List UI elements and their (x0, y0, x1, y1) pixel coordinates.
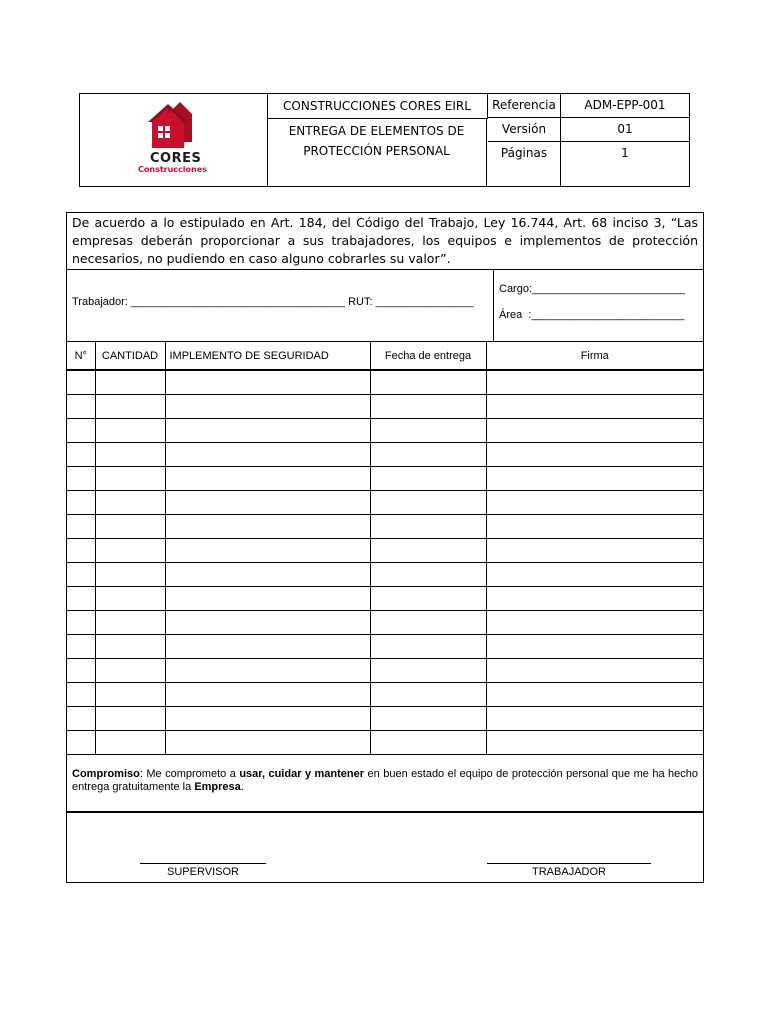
commitment-text-1: : Me comprometo a (139, 768, 240, 780)
cell-signature[interactable] (486, 611, 703, 635)
cell-implement[interactable] (165, 731, 370, 755)
cell-delivery-date[interactable] (370, 467, 486, 491)
table-row (67, 443, 703, 467)
col-number: N° (67, 342, 95, 370)
logo-name: CORES (150, 151, 202, 166)
cell-delivery-date[interactable] (370, 539, 486, 563)
cell-implement[interactable] (165, 611, 370, 635)
cell-signature[interactable] (486, 587, 703, 611)
cell-delivery-date[interactable] (370, 563, 486, 587)
cell-delivery-date[interactable] (370, 707, 486, 731)
commitment-text-2: en buen estado el equipo de protección personal que me ha hecho entrega gratuitamente la (72, 768, 698, 793)
cell-implement[interactable] (165, 683, 370, 707)
commitment-bold-2: Empresa (194, 781, 241, 793)
cell-signature[interactable] (486, 539, 703, 563)
cell-quantity[interactable] (95, 419, 165, 443)
document-title (267, 119, 487, 186)
cell-number[interactable] (67, 563, 95, 587)
cell-signature[interactable] (486, 395, 703, 419)
worker-field[interactable] (67, 270, 494, 342)
delivery-table (67, 342, 703, 755)
cell-number[interactable] (67, 587, 95, 611)
cell-implement[interactable] (165, 515, 370, 539)
cell-quantity[interactable] (95, 683, 165, 707)
cell-signature[interactable] (486, 419, 703, 443)
cell-signature[interactable] (486, 563, 703, 587)
table-header-row (67, 342, 703, 370)
cell-delivery-date[interactable] (370, 395, 486, 419)
cell-signature[interactable] (486, 370, 703, 395)
cell-number[interactable] (67, 539, 95, 563)
table-row (67, 587, 703, 611)
commitment-statement (67, 755, 703, 813)
cell-implement[interactable] (165, 707, 370, 731)
cell-number[interactable] (67, 419, 95, 443)
cell-quantity[interactable] (95, 467, 165, 491)
cell-delivery-date[interactable] (370, 635, 486, 659)
table-row (67, 395, 703, 419)
col-delivery-date: Fecha de entrega (370, 342, 486, 370)
table-row (67, 683, 703, 707)
cell-implement[interactable] (165, 419, 370, 443)
commitment-text-3: . (240, 781, 244, 793)
area-field[interactable]: Área :_________________________ (499, 309, 685, 321)
cell-number[interactable] (67, 395, 95, 419)
table-row (67, 611, 703, 635)
cell-quantity[interactable] (95, 635, 165, 659)
cell-number[interactable] (67, 683, 95, 707)
document-header (79, 93, 690, 187)
cell-quantity[interactable] (95, 515, 165, 539)
cell-delivery-date[interactable] (370, 731, 486, 755)
cell-quantity[interactable] (95, 707, 165, 731)
cell-quantity[interactable] (95, 395, 165, 419)
version-label: Versión (488, 118, 561, 142)
reference-label: Referencia (488, 94, 561, 118)
cell-quantity[interactable] (95, 563, 165, 587)
cell-signature[interactable] (486, 467, 703, 491)
table-row (67, 707, 703, 731)
cell-number[interactable] (67, 515, 95, 539)
cell-implement[interactable] (165, 539, 370, 563)
worker-rut-line: Trabajador: ___________________________________ RUT: ________________ (72, 296, 474, 308)
cell-delivery-date[interactable] (370, 419, 486, 443)
cell-implement[interactable] (165, 659, 370, 683)
house-logo-icon (142, 98, 202, 158)
cell-signature[interactable] (486, 443, 703, 467)
table-body (67, 370, 703, 755)
cell-number[interactable] (67, 443, 95, 467)
cell-quantity[interactable] (95, 587, 165, 611)
cell-signature[interactable] (486, 659, 703, 683)
supervisor-label: SUPERVISOR (167, 866, 239, 878)
cell-number[interactable] (67, 731, 95, 755)
table-row (67, 467, 703, 491)
cell-signature[interactable] (486, 515, 703, 539)
cell-quantity[interactable] (95, 370, 165, 395)
commitment-bold-1: usar, cuidar y mantener (239, 768, 365, 780)
company-name: CONSTRUCCIONES CORES EIRL (267, 94, 488, 119)
cell-implement[interactable] (165, 370, 370, 395)
cell-delivery-date[interactable] (370, 659, 486, 683)
cargo-field[interactable]: Cargo:_________________________ (499, 283, 685, 295)
cell-delivery-date[interactable] (370, 683, 486, 707)
table-row (67, 370, 703, 395)
supervisor-signature[interactable] (140, 863, 266, 878)
cell-delivery-date[interactable] (370, 370, 486, 395)
cell-delivery-date[interactable] (370, 443, 486, 467)
cell-delivery-date[interactable] (370, 515, 486, 539)
cell-quantity[interactable] (95, 611, 165, 635)
cell-implement[interactable] (165, 395, 370, 419)
cell-number[interactable] (67, 707, 95, 731)
cell-signature[interactable] (486, 707, 703, 731)
cell-quantity[interactable] (95, 731, 165, 755)
col-implement: IMPLEMENTO DE SEGURIDAD (165, 342, 370, 370)
table-row (67, 635, 703, 659)
cargo-area-box (494, 270, 703, 342)
cell-signature[interactable] (486, 683, 703, 707)
cell-signature[interactable] (486, 731, 703, 755)
cell-implement[interactable] (165, 563, 370, 587)
cell-delivery-date[interactable] (370, 491, 486, 515)
cell-quantity[interactable] (95, 443, 165, 467)
worker-label: TRABAJADOR (532, 866, 606, 878)
cell-number[interactable] (67, 491, 95, 515)
epp-delivery-form (66, 212, 704, 883)
logo-cell (80, 94, 268, 186)
cell-implement[interactable] (165, 443, 370, 467)
version-value: 01 (561, 118, 689, 142)
worker-signature-line (487, 863, 651, 864)
document-title-line1: ENTREGA DE ELEMENTOS DE (288, 124, 465, 138)
col-signature: Firma (486, 342, 703, 370)
legal-intro: De acuerdo a lo estipulado en Art. 184, del Código del Trabajo, Ley 16.744, Art. 68 inciso 3, “Las empresas deberán proporcionar a sus trabajadores, los equipos e implementos de protección necesarios, no pudiendo en caso alguno cobrarles su valor”. (67, 213, 703, 270)
cell-implement[interactable] (165, 635, 370, 659)
cell-signature[interactable] (486, 635, 703, 659)
commitment-label: Compromiso (72, 768, 140, 780)
cell-quantity[interactable] (95, 491, 165, 515)
cell-implement[interactable] (165, 491, 370, 515)
logo-subtitle: Construcciones (138, 165, 207, 174)
cell-delivery-date[interactable] (370, 611, 486, 635)
cell-number[interactable] (67, 611, 95, 635)
table-row (67, 659, 703, 683)
col-quantity: CANTIDAD (95, 342, 165, 370)
cell-delivery-date[interactable] (370, 587, 486, 611)
document-title-line2: PROTECCIÓN PERSONAL (303, 144, 450, 158)
reference-value: ADM-EPP-001 (561, 94, 689, 118)
cell-signature[interactable] (486, 491, 703, 515)
cell-implement[interactable] (165, 467, 370, 491)
table-row (67, 491, 703, 515)
cell-implement[interactable] (165, 587, 370, 611)
cell-number[interactable] (67, 659, 95, 683)
worker-signature[interactable] (487, 863, 651, 878)
cell-quantity[interactable] (95, 539, 165, 563)
supervisor-signature-line (140, 863, 266, 864)
pages-label: Páginas (488, 142, 561, 186)
cell-number[interactable] (67, 635, 95, 659)
pages-value: 1 (621, 146, 629, 160)
cell-number[interactable] (67, 467, 95, 491)
table-row (67, 563, 703, 587)
table-row (67, 539, 703, 563)
cell-quantity[interactable] (95, 659, 165, 683)
cell-number[interactable] (67, 370, 95, 395)
table-row (67, 731, 703, 755)
table-row (67, 515, 703, 539)
table-row (67, 419, 703, 443)
